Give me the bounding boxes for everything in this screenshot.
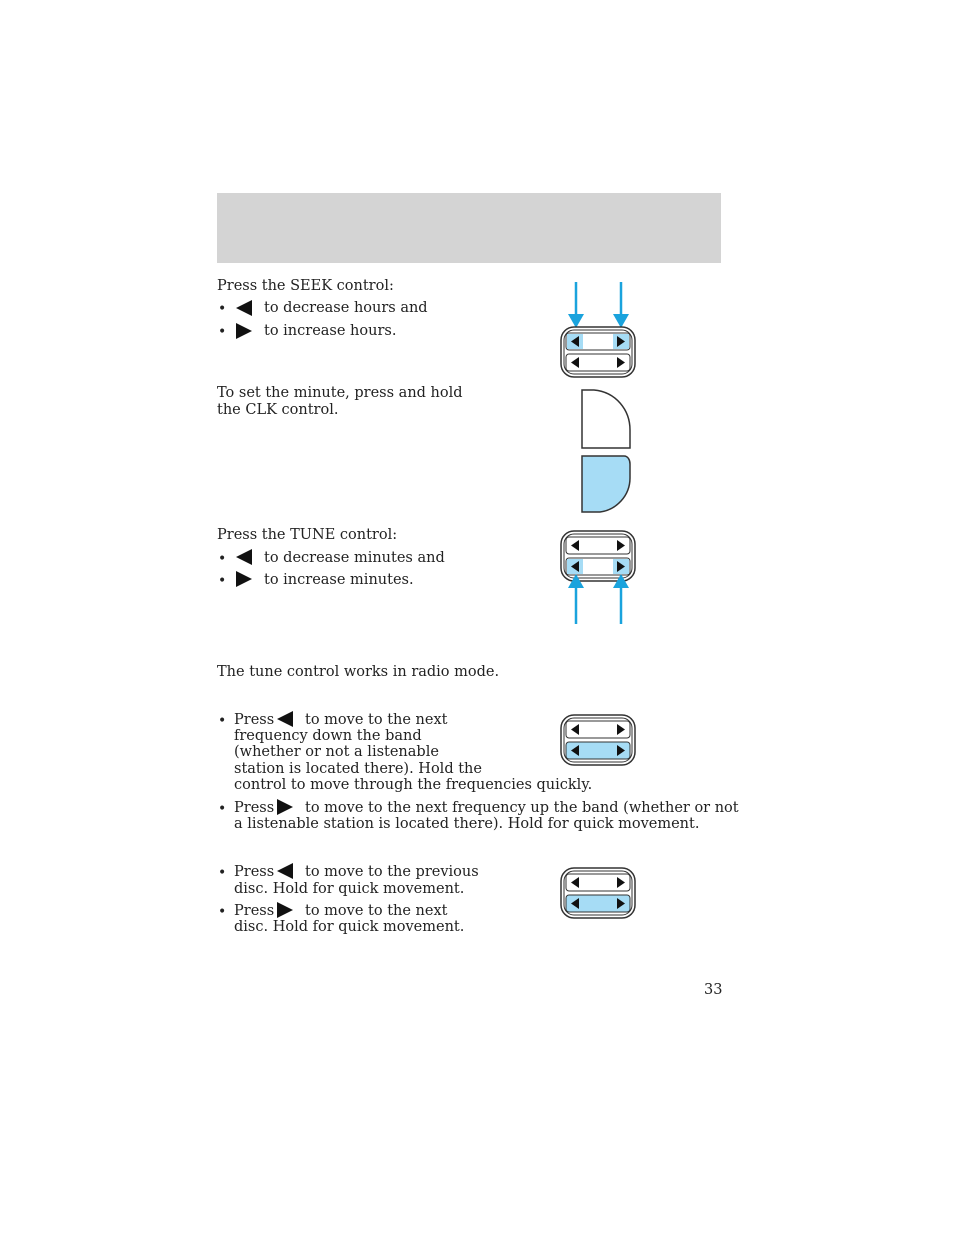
seek-item-increase: to increase hours.	[264, 323, 397, 339]
bullet: •	[218, 865, 227, 881]
clk-line-2: the CLK control.	[217, 402, 339, 418]
seek-control-diagram	[555, 280, 645, 380]
disc-tune-diagram	[555, 865, 645, 925]
freq-up-line-a: to move to the next frequency up the band (whether or not	[305, 800, 739, 816]
press-label: Press	[234, 903, 275, 919]
tune-item-decrease: to decrease minutes and	[264, 550, 445, 566]
bullet: •	[218, 551, 227, 567]
freq-down-line-c: (whether or not a listenable	[234, 744, 439, 760]
next-disc-line-a: to move to the next	[305, 903, 448, 919]
bullet: •	[218, 801, 227, 817]
bullet: •	[218, 324, 227, 340]
bullet: •	[218, 713, 227, 729]
freq-down-icon	[277, 711, 293, 727]
radio-tune-diagram	[555, 712, 645, 772]
seek-left-icon	[236, 300, 252, 316]
press-label: Press	[234, 712, 275, 728]
seek-item-decrease: to decrease hours and	[264, 300, 428, 316]
tune-control-diagram	[555, 528, 645, 628]
tune-item-increase: to increase minutes.	[264, 572, 414, 588]
next-disc-line-b: disc. Hold for quick movement.	[234, 919, 465, 935]
clk-control-diagram	[576, 386, 636, 516]
next-disc-icon	[277, 902, 293, 918]
bullet: •	[218, 904, 227, 920]
tune-right-icon	[236, 571, 252, 587]
prev-disc-line-a: to move to the previous	[305, 864, 479, 880]
freq-down-line-e: control to move through the frequencies quickly.	[234, 777, 593, 793]
bullet: •	[218, 301, 227, 317]
freq-up-line-b: a listenable station is located there). Hold for quick movement.	[234, 816, 700, 832]
freq-down-line-d: station is located there). Hold the	[234, 761, 482, 777]
seek-right-icon	[236, 323, 252, 339]
freq-down-line-a: to move to the next	[305, 712, 448, 728]
tune-left-icon	[236, 549, 252, 565]
prev-disc-icon	[277, 863, 293, 879]
tune-radio-mode: The tune control works in radio mode.	[217, 664, 500, 680]
freq-down-line-b: frequency down the band	[234, 728, 422, 744]
page-number: 33	[704, 982, 723, 998]
press-label: Press	[234, 800, 275, 816]
header-band	[217, 193, 721, 263]
freq-up-icon	[277, 799, 293, 815]
clk-line-1: To set the minute, press and hold	[217, 385, 463, 401]
bullet: •	[218, 573, 227, 589]
seek-intro: Press the SEEK control:	[217, 278, 394, 294]
tune-intro: Press the TUNE control:	[217, 527, 398, 543]
press-label: Press	[234, 864, 275, 880]
prev-disc-line-b: disc. Hold for quick movement.	[234, 881, 465, 897]
